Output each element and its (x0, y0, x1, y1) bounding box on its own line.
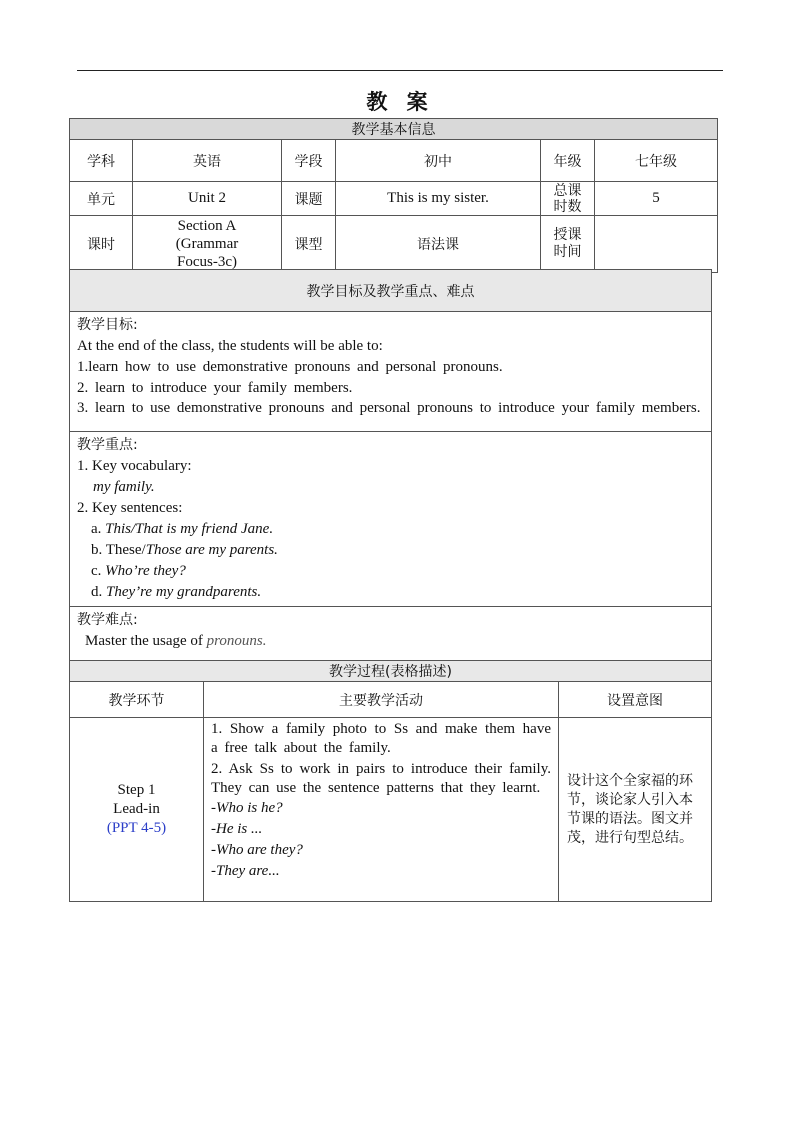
activity-1: 1. Show a family photo to Ss and make them have a free talk about the family. (211, 721, 551, 756)
key-points-label: 教学重点: (77, 437, 138, 453)
difficulty-text (77, 631, 704, 652)
key-vocab: my family. (93, 479, 155, 495)
class-time-label: 授课时间 (541, 216, 595, 273)
sentence-text: They’re my grandparents. (106, 584, 262, 600)
stage-label: 学段 (282, 140, 336, 182)
dialog-line-3: -Who are they? (211, 842, 303, 858)
col-step-header: 教学环节 (70, 682, 204, 718)
sentence-prefix: These/ (105, 542, 146, 558)
objective-2: 2. learn to introduce your family members. (77, 380, 353, 396)
sentence-text: Those are my parents. (145, 542, 278, 558)
objective-3: 3. learn to use demonstrative pronouns and personal pronouns to introduce your family members. (77, 400, 701, 416)
objective-1: 1.learn how to use demonstrative pronouns and personal pronouns. (77, 359, 503, 375)
sentence-letter: b. (91, 542, 103, 558)
subject-value: 英语 (133, 140, 282, 182)
subject-label: 学科 (70, 140, 133, 182)
goals-table (69, 269, 712, 674)
step1-activities (204, 718, 559, 902)
total-periods-label: 总课时数 (541, 182, 595, 216)
grade-label: 年级 (541, 140, 595, 182)
step1-intent: 设计这个全家福的环节，谈论家人引入本节课的语法。图文并茂，进行句型总结。 (559, 718, 712, 902)
total-periods-value: 5 (595, 182, 718, 216)
sentence-letter: c. (91, 563, 102, 579)
step1-sub: Lead-in (113, 801, 160, 817)
key-points-cell (70, 432, 712, 607)
unit-value: Unit 2 (133, 182, 282, 216)
basic-info-table (69, 118, 718, 273)
period-label: 课时 (70, 216, 133, 273)
process-header: 教学过程(表格描述) (70, 661, 712, 682)
key-sentences-title: 2. Key sentences: (77, 500, 183, 516)
step1-ppt-ref: (PPT 4-5) (106, 820, 167, 836)
step1-name: Step 1 (117, 782, 156, 798)
sentence-letter: d. (91, 584, 103, 600)
top-rule (77, 70, 723, 71)
sentence-text: Who’re they? (105, 563, 186, 579)
goals-header: 教学目标及教学重点、难点 (70, 270, 712, 312)
document-title: 教 案 (366, 90, 434, 114)
difficulty-prefix: Master the usage of (85, 633, 207, 649)
key-sentence-b (77, 540, 704, 561)
difficulty-label: 教学难点: (77, 612, 138, 628)
activity-2: 2. Ask Ss to work in pairs to introduce their family. They can use the sentence patterns that they learnt. (211, 761, 551, 796)
objectives-intro: At the end of the class, the students will be able to: (77, 338, 383, 354)
grade-value: 七年级 (595, 140, 718, 182)
difficulty-emphasis: pronouns. (206, 633, 267, 649)
topic-label: 课题 (282, 182, 336, 216)
topic-value: This is my sister. (336, 182, 541, 216)
col-activity-header: 主要教学活动 (204, 682, 559, 718)
step1-cell (70, 718, 204, 902)
unit-label: 单元 (70, 182, 133, 216)
key-vocab-title: 1. Key vocabulary: (77, 458, 192, 474)
lesson-type-value: 语法课 (336, 216, 541, 273)
period-value: Section A (Grammar Focus-3c) (133, 216, 282, 273)
stage-value: 初中 (336, 140, 541, 182)
dialog-line-1: -Who is he? (211, 800, 283, 816)
col-intent-header: 设置意图 (559, 682, 712, 718)
objectives-cell (70, 312, 712, 432)
dialog-line-4: -They are... (211, 863, 280, 879)
objectives-label: 教学目标: (77, 317, 138, 333)
class-time-value (595, 216, 718, 273)
key-sentence-a (77, 519, 704, 540)
basic-info-header: 教学基本信息 (70, 119, 718, 140)
dialog-line-2: -He is ... (211, 821, 263, 837)
sentence-text: This/That is my friend Jane. (105, 521, 274, 537)
key-sentence-d (77, 582, 704, 603)
key-sentence-c (77, 561, 704, 582)
process-table (69, 660, 712, 902)
lesson-type-label: 课型 (282, 216, 336, 273)
sentence-letter: a. (91, 521, 102, 537)
